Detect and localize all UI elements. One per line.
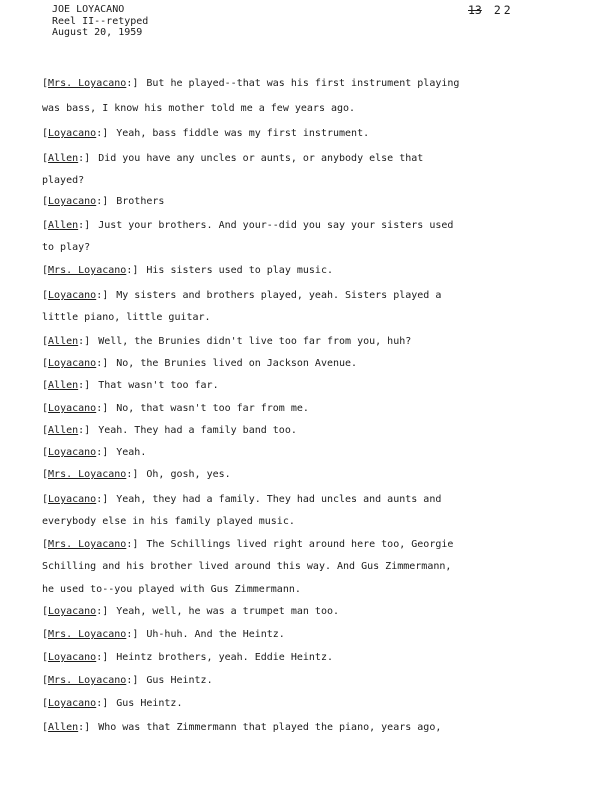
continuation-line	[42, 242, 90, 253]
utterance-text: His sisters used to play music.	[146, 265, 333, 276]
speaker-line	[42, 606, 339, 617]
speaker-name: Allen	[48, 425, 79, 436]
utterance-text: played?	[42, 175, 85, 186]
continuation-line	[42, 561, 451, 572]
utterance-text: That wasn't too far.	[98, 380, 219, 391]
continuation-line	[42, 516, 295, 527]
speaker-line	[42, 425, 297, 436]
utterance-text: Yeah. They had a family band too.	[98, 425, 297, 436]
speaker-line	[42, 629, 285, 640]
speaker-label: [Loyacano:]	[42, 494, 109, 505]
speaker-name: Mrs. Loyacano	[48, 675, 127, 686]
continuation-line	[42, 103, 355, 114]
speaker-label: [Allen:]	[42, 220, 91, 231]
speaker-line	[42, 220, 453, 231]
speaker-name: Loyacano	[48, 447, 97, 458]
speaker-name: Mrs. Loyacano	[48, 469, 127, 480]
speaker-label: [Mrs. Loyacano:]	[42, 78, 139, 89]
speaker-name: Allen	[48, 153, 79, 164]
utterance-text: Well, the Brunies didn't live too far from you, huh?	[98, 336, 412, 347]
speaker-line	[42, 675, 213, 686]
speaker-name: Loyacano	[48, 196, 97, 207]
utterance-text: Did you have any uncles or aunts, or anybody else that	[98, 153, 424, 164]
utterance-text: Heintz brothers, yeah. Eddie Heintz.	[116, 652, 333, 663]
speaker-label: [Loyacano:]	[42, 447, 109, 458]
utterance-text: Schilling and his brother lived around this way. And Gus Zimmermann,	[42, 561, 452, 572]
utterance-text: But he played--that was his first instrument playing	[146, 78, 460, 89]
utterance-text: he used to--you played with Gus Zimmermann.	[42, 584, 301, 595]
utterance-text: No, the Brunies lived on Jackson Avenue.	[116, 358, 358, 369]
speaker-line	[42, 698, 182, 709]
speaker-name: Allen	[48, 722, 79, 733]
speaker-label: [Loyacano:]	[42, 358, 109, 369]
utterance-text: Yeah, bass fiddle was my first instrument.	[116, 128, 370, 139]
speaker-label: [Mrs. Loyacano:]	[42, 629, 139, 640]
speaker-line	[42, 265, 333, 276]
speaker-line	[42, 290, 441, 301]
speaker-label: [Loyacano:]	[42, 606, 109, 617]
utterance-text: The Schillings lived right around here too, Georgie	[146, 539, 454, 550]
reel-label: Reel II--retyped	[52, 15, 149, 27]
speaker-name: Allen	[48, 336, 79, 347]
speaker-name: Allen	[48, 220, 79, 231]
interview-date: August 20, 1959	[52, 27, 143, 38]
continuation-line	[42, 584, 301, 595]
utterance-text: to play?	[42, 242, 91, 253]
utterance-text: Uh-huh. And the Heintz.	[146, 629, 285, 640]
speaker-name: Loyacano	[48, 403, 97, 414]
speaker-line	[42, 78, 459, 89]
document-header	[52, 4, 148, 39]
speaker-line	[42, 128, 369, 139]
speaker-name: Allen	[48, 380, 79, 391]
utterance-text: was bass, I know his mother told me a few years ago.	[42, 103, 356, 114]
speaker-line	[42, 403, 309, 414]
speaker-label: [Loyacano:]	[42, 403, 109, 414]
utterance-text: Yeah, they had a family. They had uncles and aunts and	[116, 494, 442, 505]
speaker-line	[42, 336, 411, 347]
speaker-label: [Loyacano:]	[42, 652, 109, 663]
speaker-name: Loyacano	[48, 652, 97, 663]
speaker-name: Loyacano	[48, 290, 97, 301]
speaker-line	[42, 380, 219, 391]
utterance-text: My sisters and brothers played, yeah. Sisters played a	[116, 290, 442, 301]
speaker-line	[42, 494, 441, 505]
speaker-label: [Allen:]	[42, 425, 91, 436]
speaker-label: [Allen:]	[42, 722, 91, 733]
speaker-line	[42, 153, 423, 164]
speaker-line	[42, 447, 146, 458]
page-number	[468, 3, 514, 17]
speaker-label: [Loyacano:]	[42, 196, 109, 207]
speaker-label: [Loyacano:]	[42, 698, 109, 709]
utterance-text: Who was that Zimmermann that played the piano, years ago,	[98, 722, 442, 733]
continuation-line	[42, 312, 211, 323]
utterance-text: Just your brothers. And your--did you say your sisters used	[98, 220, 454, 231]
speaker-label: [Mrs. Loyacano:]	[42, 469, 139, 480]
speaker-label: [Allen:]	[42, 336, 91, 347]
utterance-text: Oh, gosh, yes.	[146, 469, 231, 480]
speaker-label: [Loyacano:]	[42, 290, 109, 301]
speaker-name: Mrs. Loyacano	[48, 78, 127, 89]
speaker-name: Loyacano	[48, 128, 97, 139]
utterance-text: No, that wasn't too far from me.	[116, 403, 309, 414]
speaker-name: Loyacano	[48, 358, 97, 369]
utterance-text: Yeah, well, he was a trumpet man too.	[116, 606, 340, 617]
utterance-text: little piano, little guitar.	[42, 312, 211, 323]
speaker-label: [Loyacano:]	[42, 128, 109, 139]
speaker-label: [Mrs. Loyacano:]	[42, 539, 139, 550]
speaker-name: Mrs. Loyacano	[48, 629, 127, 640]
utterance-text: everybody else in his family played music.	[42, 516, 295, 527]
speaker-line	[42, 196, 164, 207]
utterance-text: Gus Heintz.	[146, 675, 213, 686]
speaker-label: [Mrs. Loyacano:]	[42, 675, 139, 686]
crossed-out-page-number: 13	[468, 3, 482, 17]
speaker-name: Loyacano	[48, 606, 97, 617]
speaker-name: Mrs. Loyacano	[48, 539, 127, 550]
speaker-line	[42, 358, 357, 369]
current-page-number: 22	[493, 3, 514, 17]
speaker-name: Loyacano	[48, 494, 97, 505]
speaker-line	[42, 652, 333, 663]
speaker-line	[42, 722, 441, 733]
speaker-name: Loyacano	[48, 698, 97, 709]
speaker-label: [Mrs. Loyacano:]	[42, 265, 139, 276]
utterance-text: Brothers	[116, 196, 165, 207]
continuation-line	[42, 175, 84, 186]
interviewee-name: JOE LOYACANO	[52, 4, 125, 15]
speaker-label: [Allen:]	[42, 153, 91, 164]
speaker-label: [Allen:]	[42, 380, 91, 391]
utterance-text: Yeah.	[116, 447, 147, 458]
utterance-text: Gus Heintz.	[116, 698, 183, 709]
speaker-name: Mrs. Loyacano	[48, 265, 127, 276]
speaker-line	[42, 539, 453, 550]
speaker-line	[42, 469, 231, 480]
